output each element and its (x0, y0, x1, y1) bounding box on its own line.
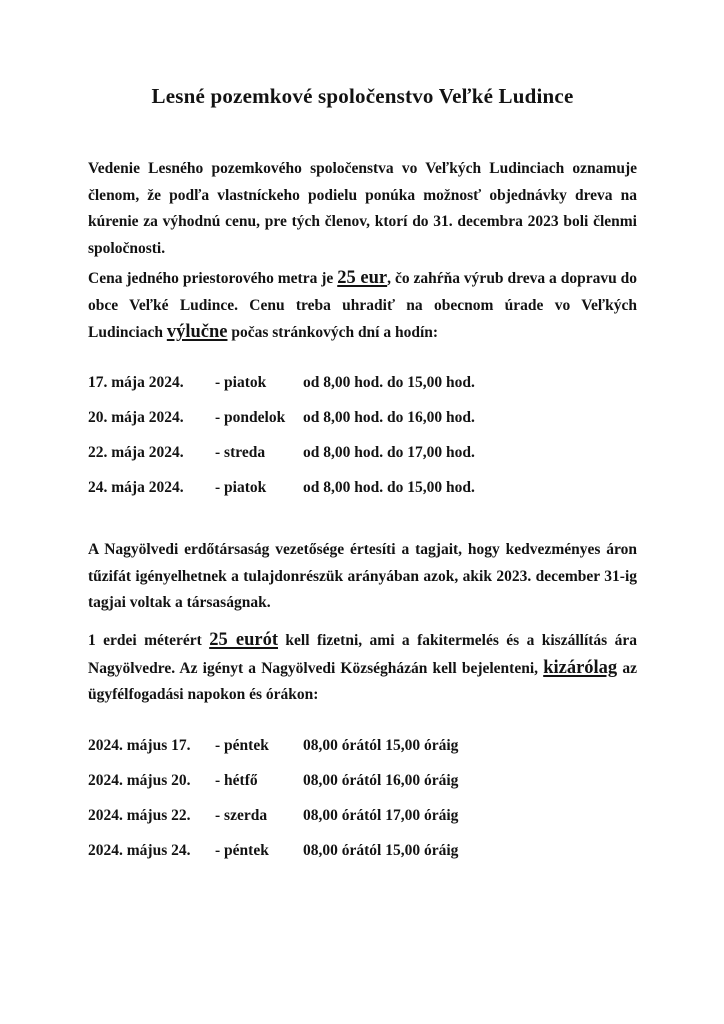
schedule-day: - péntek (215, 842, 269, 860)
schedule-hours: 08,00 órától 15,00 óráig (303, 842, 459, 860)
schedule-row (88, 805, 637, 827)
sk-intro-paragraph: Vedenie Lesného pozemkového spoločenstva vo Veľkých Ludinciach oznamuje členom, že podľa vlastníckeho podielu ponúka možnosť objednávky dreva na kúrenie za výhodnú cenu, pre tých členov, ktorí do 31. decembra 2023 boli členmi spoločnosti. (88, 160, 637, 258)
sk-price-text-3: počas stránkových dní a hodín: (227, 324, 439, 342)
schedule-day: - péntek (215, 737, 269, 755)
hu-price-text-3: az ügyfélfogadási napokon és órákon: (88, 659, 637, 704)
schedule-hours: 08,00 órától 16,00 óráig (303, 772, 459, 790)
page-title: Lesné pozemkové spoločenstvo Veľké Ludince (151, 84, 574, 108)
schedule-row (88, 735, 637, 757)
schedule-day: - hétfő (215, 772, 258, 790)
schedule-day: - szerda (215, 807, 268, 825)
schedule-day: - streda (215, 443, 266, 461)
hu-schedule (88, 735, 637, 862)
schedule-day: - piatok (215, 373, 267, 391)
schedule-row (88, 442, 637, 464)
sk-price-emphasis: 25 eur (337, 267, 388, 288)
schedule-row (88, 407, 637, 429)
schedule-date: 2024. május 17. (88, 737, 191, 755)
hu-exclusive-emphasis: kizárólag (543, 657, 618, 678)
schedule-row (88, 372, 637, 394)
schedule-hours: od 8,00 hod. do 17,00 hod. (303, 443, 475, 461)
schedule-date: 2024. május 20. (88, 772, 191, 790)
hu-price-text-2: kell fizetni, ami a fakitermelés és a kiszállítás ára Nagyölvedre. Az igényt a Nagyölvedi Községházán kell bejelenteni, (88, 632, 638, 677)
schedule-hours: 08,00 órától 15,00 óráig (303, 737, 459, 755)
schedule-date: 22. mája 2024. (88, 443, 184, 461)
hu-price-emphasis: 25 eurót (209, 630, 278, 651)
schedule-hours: 08,00 órától 17,00 óráig (303, 807, 459, 825)
schedule-date: 17. mája 2024. (88, 373, 184, 391)
hu-price-paragraph (88, 627, 637, 709)
schedule-day: - pondelok (215, 408, 286, 426)
schedule-row (88, 840, 637, 862)
sk-exclusive-emphasis: výlučne (166, 322, 228, 343)
sk-schedule (88, 372, 637, 499)
schedule-date: 24. mája 2024. (88, 478, 184, 496)
schedule-date: 2024. május 22. (88, 807, 191, 825)
sk-price-text-2: , čo zahŕňa výrub dreva a dopravu do obce Veľké Ludince. Cenu treba uhradiť na obecnom úrade vo Veľkých Ludinciach (88, 269, 637, 342)
hu-intro-paragraph: A Nagyölvedi erdőtársaság vezetősége értesíti a tagjait, hogy kedvezményes áron tűzifát igényelhetnek a tulajdonrészük arányában azok, akik 2023. december 31-ig tagjai voltak a társaságnak. (88, 540, 637, 612)
schedule-row (88, 770, 637, 792)
schedule-date: 20. mája 2024. (88, 408, 184, 426)
hu-price-text-1: 1 erdei méterért (88, 632, 210, 650)
sk-price-paragraph (88, 265, 637, 347)
schedule-row (88, 477, 637, 499)
schedule-hours: od 8,00 hod. do 15,00 hod. (303, 478, 475, 496)
schedule-hours: od 8,00 hod. do 16,00 hod. (303, 408, 475, 426)
sk-price-text-1: Cena jedného priestorového metra je (88, 269, 338, 287)
schedule-date: 2024. május 24. (88, 842, 191, 860)
schedule-day: - piatok (215, 478, 267, 496)
schedule-hours: od 8,00 hod. do 15,00 hod. (303, 373, 475, 391)
